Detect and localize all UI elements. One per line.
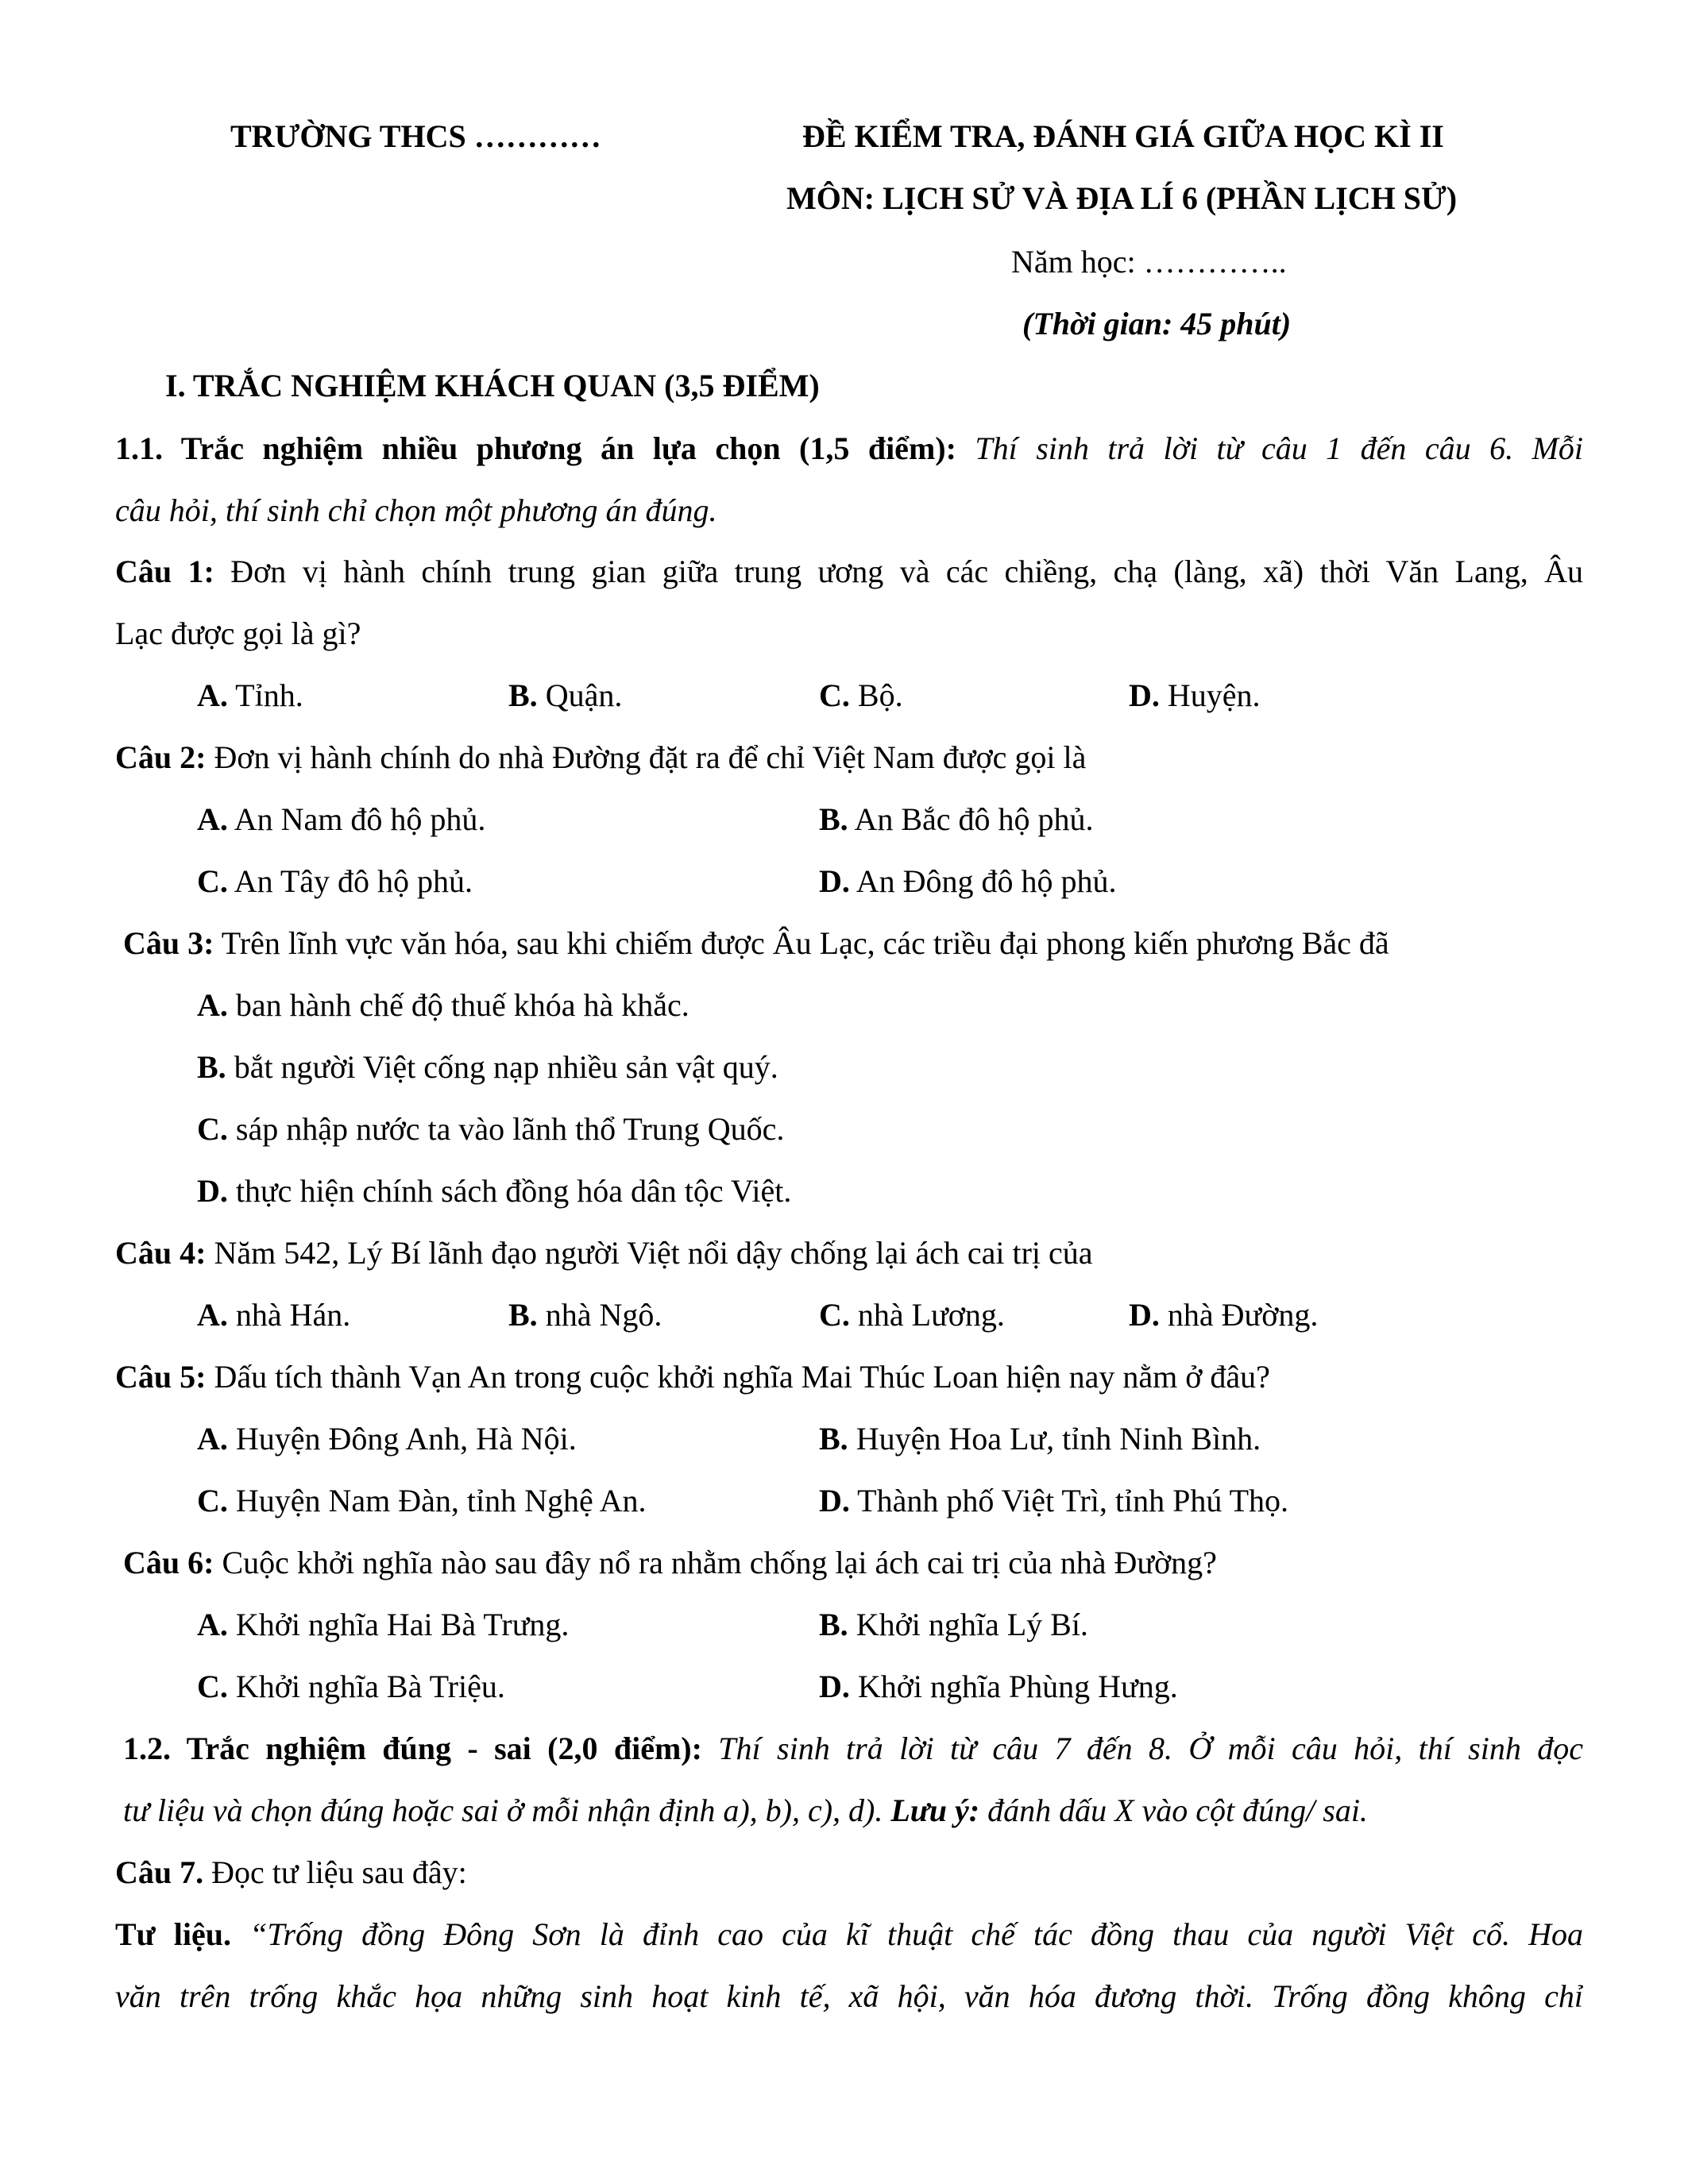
- question-text: Đơn vị hành chính do nhà Đường đặt ra để chỉ Việt Nam được gọi là: [214, 739, 1087, 775]
- question-6-option-b: B. Khởi nghĩa Lý Bí.: [819, 1607, 1088, 1642]
- part2-instruction-line1: Thí sinh trả lời từ câu 7 đến 8. Ở mỗi câu hỏi, thí sinh đọc: [718, 1731, 1583, 1766]
- school-name: TRƯỜNG THCS …………: [230, 118, 601, 154]
- part2-instruction: [123, 1733, 1583, 1765]
- part1-heading: 1.1. Trắc nghiệm nhiều phương án lựa chọn (1,5 điểm):: [115, 430, 956, 466]
- question-4: [115, 1237, 1093, 1269]
- exam-duration: (Thời gian: 45 phút): [1022, 306, 1292, 341]
- question-6-option-c: C. Khởi nghĩa Bà Triệu.: [197, 1669, 505, 1704]
- question-3-option-c: C. sáp nhập nước ta vào lãnh thổ Trung Quốc.: [197, 1111, 785, 1147]
- question-text: Đọc tư liệu sau đây:: [211, 1854, 467, 1890]
- question-4-option-d: D. nhà Đường.: [1129, 1297, 1319, 1333]
- question-3-option-b: B. bắt người Việt cống nạp nhiều sản vật quý.: [197, 1049, 778, 1085]
- question-text: Dấu tích thành Vạn An trong cuộc khởi nghĩa Mai Thúc Loan hiện nay nằm ở đâu?: [214, 1359, 1270, 1395]
- question-2: [115, 739, 1087, 775]
- question-text: Đơn vị hành chính trung gian giữa trung ương và các chiềng, chạ (làng, xã) thời Văn Lang, Âu: [230, 554, 1584, 589]
- part2-heading: 1.2. Trắc nghiệm đúng - sai (2,0 điểm):: [123, 1731, 702, 1766]
- question-1-option-a: A. Tỉnh.: [197, 677, 303, 713]
- note-label: Lưu ý:: [890, 1792, 980, 1828]
- school-year: Năm học: …………..: [1011, 244, 1287, 280]
- question-label: Câu 4:: [115, 1235, 207, 1271]
- question-1-option-b: B. Quận.: [508, 677, 623, 713]
- source-line1: [115, 1916, 1583, 1952]
- question-3-option-d: D. thực hiện chính sách đồng hóa dân tộc Việt.: [197, 1173, 792, 1209]
- source-text: “Trống đồng Đông Sơn là đỉnh cao của kĩ thuật chế tác đồng thau của người Việt cổ. Hoa: [249, 1916, 1583, 1952]
- part1-instruction-line2: câu hỏi, thí sinh chỉ chọn một phương án đúng.: [115, 492, 717, 528]
- question-6-option-d: D. Khởi nghĩa Phùng Hưng.: [819, 1669, 1178, 1704]
- question-2-option-c: C. An Tây đô hộ phủ.: [197, 863, 473, 899]
- question-text: Trên lĩnh vực văn hóa, sau khi chiếm được Âu Lạc, các triều đại phong kiến phương Bắc đã: [221, 925, 1389, 961]
- question-5: [115, 1361, 1270, 1393]
- question-label: Câu 1:: [115, 554, 214, 589]
- question-label: Câu 3:: [123, 925, 214, 961]
- question-label: Câu 6:: [123, 1545, 214, 1580]
- part1-instruction: [115, 430, 1584, 466]
- question-1-line2: Lạc được gọi là gì?: [115, 615, 361, 651]
- question-5-option-d: D. Thành phố Việt Trì, tỉnh Phú Thọ.: [819, 1483, 1289, 1518]
- question-3: [123, 925, 1389, 961]
- question-5-option-b: B. Huyện Hoa Lư, tỉnh Ninh Bình.: [819, 1421, 1261, 1457]
- question-2-option-d: D. An Đông đô hộ phủ.: [819, 863, 1117, 899]
- subject-title: MÔN: LỊCH SỬ VÀ ĐỊA LÍ 6 (PHẦN LỊCH SỬ): [786, 180, 1458, 216]
- source-label: Tư liệu.: [115, 1916, 232, 1952]
- question-1: [115, 556, 1583, 588]
- question-2-option-b: B. An Bắc đô hộ phủ.: [819, 801, 1094, 837]
- question-1-option-c: C. Bộ.: [819, 677, 903, 713]
- question-6-option-a: A. Khởi nghĩa Hai Bà Trưng.: [197, 1607, 570, 1642]
- question-text: Cuộc khởi nghĩa nào sau đây nổ ra nhằm chống lại ách cai trị của nhà Đường?: [222, 1545, 1217, 1580]
- question-3-option-a: A. ban hành chế độ thuế khóa hà khắc.: [197, 987, 689, 1023]
- question-text: Năm 542, Lý Bí lãnh đạo người Việt nổi dậy chống lại ách cai trị của: [214, 1235, 1093, 1271]
- question-4-option-b: B. nhà Ngô.: [508, 1297, 662, 1333]
- question-label: Câu 7.: [115, 1854, 204, 1890]
- question-5-option-a: A. Huyện Đông Anh, Hà Nội.: [197, 1421, 577, 1457]
- question-4-option-a: A. nhà Hán.: [197, 1297, 351, 1333]
- question-6: [123, 1547, 1217, 1579]
- question-1-option-d: D. Huyện.: [1129, 677, 1261, 713]
- section-title: I. TRẮC NGHIỆM KHÁCH QUAN (3,5 ĐIỂM): [165, 368, 820, 403]
- source-line2: văn trên trống khắc họa những sinh hoạt kinh tế, xã hội, văn hóa đương thời. Trống đồng không chỉ: [115, 1978, 1583, 2014]
- part1-instruction-line1: Thí sinh trả lời từ câu 1 đến câu 6. Mỗi: [975, 430, 1584, 466]
- question-5-option-c: C. Huyện Nam Đàn, tỉnh Nghệ An.: [197, 1483, 647, 1518]
- exam-title: ĐỀ KIỂM TRA, ĐÁNH GIÁ GIỮA HỌC KÌ II: [802, 118, 1444, 154]
- question-label: Câu 2:: [115, 739, 207, 775]
- question-label: Câu 5:: [115, 1359, 207, 1395]
- question-4-option-c: C. nhà Lương.: [819, 1297, 1005, 1333]
- question-2-option-a: A. An Nam đô hộ phủ.: [197, 801, 486, 837]
- question-7: [115, 1854, 467, 1890]
- part2-instruction-line2: tư liệu và chọn đúng hoặc sai ở mỗi nhận định a), b), c), d). Lưu ý: đánh dấu X vào cột đúng/ sai.: [123, 1792, 1368, 1828]
